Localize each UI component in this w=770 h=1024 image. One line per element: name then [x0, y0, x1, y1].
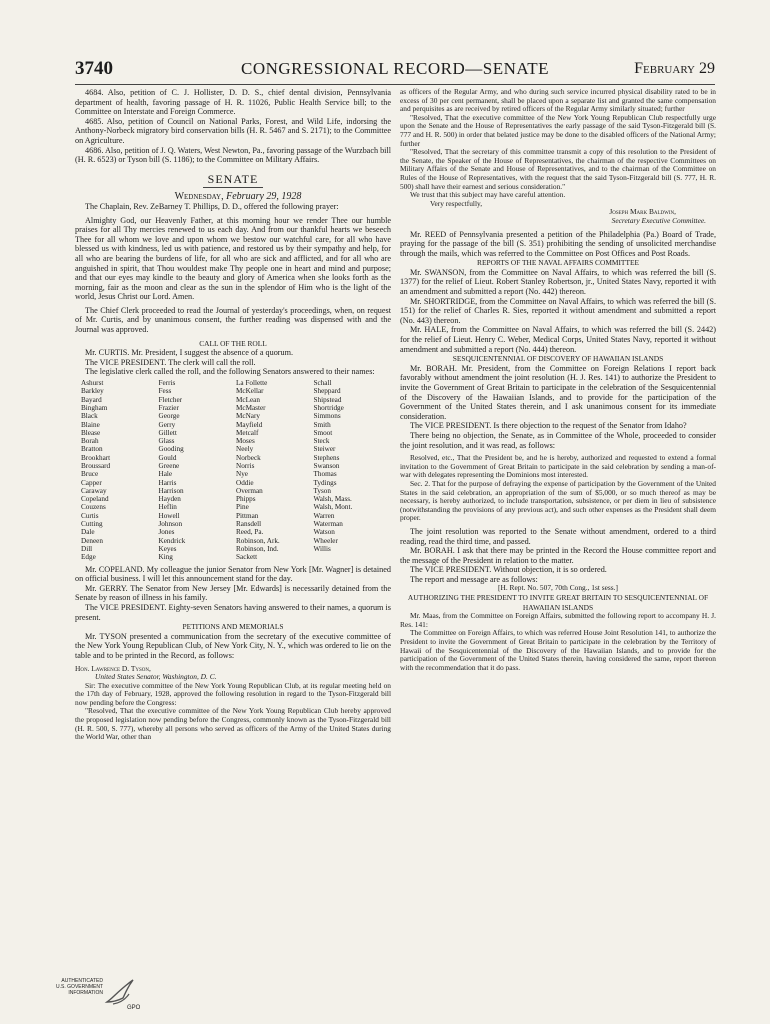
- gpo-mark: GPO: [127, 1005, 141, 1011]
- page-number: 3740: [75, 58, 113, 79]
- senator-name: Reed, Pa.: [236, 528, 264, 537]
- maas-paragraph: Mr. Maas, from the Committee on Foreign Affairs, submitted the following report to accompany H. J. Res. 141:: [400, 611, 716, 629]
- senator-name: Caraway: [81, 486, 107, 495]
- no-objection-paragraph: There being no objection, the Senate, as in Committee of the Whole, proceeded to consider the joint resolution, and it was read, as follows:: [400, 430, 716, 450]
- call-of-roll-heading: CALL OF THE ROLL: [199, 338, 267, 348]
- hawaii-heading: SESQUICENTENNIAL OF DISCOVERY OF HAWAIIAN ISLANDS: [452, 354, 664, 364]
- senator-name: Ransdell: [236, 520, 262, 529]
- senator-column-1: [81, 379, 159, 562]
- senator-name: Shipstead: [313, 395, 342, 404]
- senator-name: Sackett: [236, 553, 258, 562]
- borah-paragraph-2: Mr. BORAH. I ask that there may be printed in the Record the House committee report and the message of the President in relation to the matter.: [400, 546, 716, 565]
- senator-name: Blease: [81, 428, 101, 437]
- senator-name: Borah: [81, 437, 99, 446]
- senator-name: Frazier: [158, 403, 179, 412]
- senator-name: Overman: [236, 486, 263, 495]
- senator-name: Brookhart: [81, 453, 111, 462]
- senator-name: Fletcher: [158, 395, 183, 404]
- header-rule: [75, 84, 715, 85]
- senator-name: Gillett: [158, 428, 177, 437]
- senator-name: Fess: [158, 387, 172, 396]
- senator-name: Jones: [158, 528, 175, 537]
- senator-name: Barkley: [81, 387, 104, 396]
- vp-ordered-paragraph: The VICE PRESIDENT. Without objection, it is so ordered.: [410, 565, 607, 575]
- senator-name: Dale: [81, 528, 95, 537]
- naval-affairs-heading: REPORTS OF THE NAVAL AFFAIRS COMMITTEE: [477, 258, 639, 268]
- clerk-paragraph: The legislative clerk called the roll, and the following Senators answered to their names:: [85, 367, 375, 377]
- letter-signer-title: Secretary Executive Committee.: [611, 215, 706, 225]
- senator-name: Norbeck: [236, 453, 261, 462]
- report-follows-paragraph: The report and message are as follows:: [410, 574, 538, 584]
- dateline: [75, 192, 391, 202]
- letter-signer: Joseph Mark Baldwin,: [609, 207, 676, 217]
- committee-paragraph: The Committee on Foreign Affairs, to which was referred House Joint Resolution 141, to authorize the President to invite the Government of Great Britain to participate in the celebration by the Territory of Hawaii of the Sesquicentennial of the Discovery of the Hawaiian Islands, and to provide for the participation of the Government of the United States therein, having considered the same, report thereon with the recommendation that it do pass.: [400, 628, 716, 672]
- senator-name: Bratton: [81, 445, 103, 454]
- resolved-paragraph-3: "Resolved, That the secretary of this committee transmit a copy of this resolution to the President of the Senate, the Speaker of the House of Representatives, the chairman of the respective Committees on Military Affairs of the Senate and House of Representatives, and to the chairman of the Committee on Rules of the House of Representatives, with the request that the said Tyson-Fitzgerald bill (S. 777, H. R. 500) shall have their earnest and serious consideration.": [400, 147, 716, 191]
- gpo-logo-text: AUTHENTICATED U.S. GOVERNMENT INFORMATION: [56, 978, 103, 996]
- senator-name: Swanson: [313, 462, 340, 470]
- letter-trust: We trust that this subject may have careful attention.: [410, 190, 566, 200]
- senator-name: Couzens: [81, 503, 106, 512]
- senator-column-3: [236, 379, 314, 562]
- petition-4685: 4685. Also, petition of Council on National Parks, Forest, and Wild Life, indorsing the Anthony-Norbeck migratory bird conservation bills (H. R. 5467 and S. 2171); to the Committee on Agriculture.: [75, 116, 391, 145]
- resolved-paragraph-2: "Resolved, That the executive committee of the New York Young Republican Club respectfully urge upon the Senate and the House of Representatives the early passage of the said Tyson-Fitzgerald bill (S. 777 and H. R. 500) in order that belated justice may be done to the disabled officers of the National Army; further: [400, 112, 716, 148]
- senator-name: Moses: [236, 437, 255, 446]
- senator-roll-list: [81, 379, 391, 562]
- senator-name: McKellar: [236, 387, 264, 396]
- senator-name: Simmons: [313, 412, 341, 421]
- senator-name: Waterman: [313, 520, 343, 529]
- tyson-paragraph: Mr. TYSON presented a communication from the secretary of the executive committee of the New York Young Republican Club, of New York City, N. Y., which was ordered to lie on the table and to be printed in the Record, as follows:: [75, 631, 391, 660]
- senator-name: Blaine: [81, 420, 100, 429]
- senator-name: Ferris: [158, 379, 176, 388]
- vp-objection-paragraph: The VICE PRESIDENT. Is there objection to the request of the Senator from Idaho?: [410, 421, 687, 431]
- right-column: [400, 88, 716, 963]
- resolution-text: Resolved, etc., That the President be, and he is hereby, authorized and requested to extend a formal invitation to the Government of Great Britain to participate in the said celebration by sending a man-of-war with delegates representing the Dominions most interested.: [400, 453, 716, 480]
- senator-name: Heflin: [158, 503, 177, 512]
- letter-continuation: as officers of the Regular Army, and who during such service incurred physical disability rated to be in excess of 30 per cent permanent, shall be placed upon a separate list and granted the same compensation and perquisites as are received by retired officers of the Regular Army similarly situated; further: [400, 88, 716, 114]
- swanson-paragraph: Mr. SWANSON, from the Committee on Naval Affairs, to which was referred the bill (S. 1377) for the relief of Lieut. Robert Stanley Robertson, jr., United States Navy, reported it with an amendment and submitted a report (No. 442) thereon.: [400, 267, 716, 297]
- senator-name: Ashurst: [81, 379, 104, 388]
- senator-name: Edge: [81, 553, 96, 562]
- senator-name: Schall: [313, 379, 332, 388]
- passed-paragraph: The joint resolution was reported to the Senate without amendment, ordered to a third reading, read the third time, and passed.: [400, 526, 716, 546]
- senator-name: Nye: [236, 470, 248, 479]
- senator-name: Bingham: [81, 403, 108, 412]
- senator-name: McNary: [236, 412, 260, 421]
- prayer-paragraph: Almighty God, our Heavenly Father, at this morning hour we render Thee our humble praises for all Thy mercies renewed to us each day. And from our thankful hearts we beseech Thee for all whom we love and upon whom we bestow our watchful care, for all who have blessed us with kindness, led us with patience, and restored us by their sympathy and help, for all who are bearing the burdens of life, for all who are sick and afflicted, and for all who are anguished in spirit, that Thou wouldest make Thy people one in heart and mind and purpose; and that our eyes may kindle to the beauty and glory of America when she looks forth as the morning, fair as the moon and clear as the sun in the splendor of Him who is the light of the world, Jesus Christ our Lord. Amen.: [75, 215, 391, 302]
- senator-name: Watson: [313, 528, 335, 537]
- senator-name: Smith: [313, 420, 331, 429]
- petition-4686: 4686. Also, petition of J. Q. Waters, West Newton, Pa., favoring passage of the Wurzbach bill (H. R. 6523) or Tyson bill (S. 1186); to the Committee on Military Affairs.: [75, 145, 391, 165]
- senator-name: Hale: [158, 470, 173, 479]
- senator-column-4: [314, 379, 392, 562]
- letter-addressee: Hon. Lawrence D. Tyson,: [75, 663, 151, 673]
- senator-column-2: [159, 379, 237, 562]
- running-date: February 29: [634, 60, 715, 77]
- senator-name: McMaster: [236, 403, 266, 412]
- senator-name: Neely: [236, 445, 254, 454]
- senator-name: Walsh, Mont.: [313, 503, 353, 512]
- senator-name: Johnson: [158, 520, 183, 529]
- borah-paragraph-1: Mr. BORAH. Mr. President, from the Committee on Foreign Relations I report back favorably without amendment the joint resolution (H. J. Res. 141) to authorize the President to invite the Government of Great Britain to participate in the celebration of the Sesquicentennial of the Discovery of the Hawaiian Islands, and to provide for the participation of the Government of the United States therein, and I ask unanimous consent for its immediate consideration.: [400, 363, 716, 421]
- copeland-paragraph: Mr. COPELAND. My colleague the junior Senator from New York [Mr. Wagner] is detained on official business. I will let this announcement stand for the day.: [75, 564, 391, 584]
- senate-heading: SENATE: [207, 171, 259, 186]
- senator-name: Tydings: [313, 478, 337, 487]
- journal-paragraph: The Chief Clerk proceeded to read the Journal of yesterday's proceedings, when, on request of Mr. Curtis, and by unanimous consent, the further reading was dispensed with and the Journal was approved.: [75, 305, 391, 335]
- dateline-day: Wednesday,: [174, 191, 224, 203]
- senator-name: Mayfield: [236, 420, 263, 429]
- left-column: [75, 88, 391, 963]
- senator-name: Greene: [158, 462, 180, 470]
- gpo-authentication-logo: [45, 976, 141, 1016]
- senator-name: Robinson, Ark.: [236, 536, 280, 545]
- senator-name: Kendrick: [158, 536, 186, 545]
- senator-name: Harris: [158, 478, 177, 487]
- senate-rule: [203, 187, 263, 188]
- letter-paragraph-1: Sir: The executive committee of the New York Young Republican Club, at its regular meeting held on the 17th day of February, 1928, approved the following resolution in regard to the Tyson-Fitzgerald bill now pending before the Congress:: [75, 680, 391, 707]
- senator-name: George: [158, 412, 180, 421]
- chaplain-paragraph: The Chaplain, Rev. ZeBarney T. Phillips, D. D., offered the following prayer:: [85, 201, 339, 211]
- report-reference: [H. Rept. No. 507, 70th Cong., 1st sess.]: [498, 583, 618, 593]
- senator-name: Bayard: [81, 395, 102, 404]
- senator-name: Broussard: [81, 462, 111, 470]
- senator-name: Pittman: [236, 511, 259, 520]
- section-2-text: Sec. 2. That for the purpose of defraying the expense of participation by the Government of the United States in the said celebration, an appropriation of the sum of $5,000, or so much thereof as may be necessary, is hereby authorized, to include transportation, subsistence, or per diem in lieu of subsistence (notwithstanding the provisions of any previous act), and such other expenses as the President shall deem proper.: [400, 478, 716, 523]
- letter-addressee-title: United States Senator, Washington, D. C.: [95, 672, 217, 682]
- senator-name: Tyson: [313, 486, 331, 495]
- senator-name: Phipps: [236, 495, 256, 504]
- senator-name: Shortridge: [313, 403, 344, 412]
- senator-name: Metcalf: [236, 428, 259, 437]
- senator-name: La Follette: [236, 379, 268, 388]
- senator-name: Willis: [313, 544, 331, 553]
- shortridge-paragraph: Mr. SHORTRIDGE, from the Committee on Naval Affairs, to which was referred the bill (S. 151) for the relief of Charles R. Sies, reported it without amendment and submitted a report (No. 443) thereon.: [400, 296, 716, 325]
- senator-name: Steck: [313, 437, 330, 446]
- senator-name: Deneen: [81, 536, 103, 545]
- senator-name: Gerry: [158, 420, 176, 429]
- authorizing-heading: AUTHORIZING THE PRESIDENT TO INVITE GREAT BRITAIN TO SESQUICENTENNIAL OF HAWAIIAN ISLANDS: [407, 593, 709, 612]
- letter-closing: Very respectfully,: [430, 198, 483, 208]
- gerry-paragraph: Mr. GERRY. The Senator from New Jersey [Mr. Edwards] is necessarily detained from the Senate by reason of illness in his family.: [75, 583, 391, 603]
- senator-name: Warren: [313, 511, 335, 520]
- senator-name: Wheeler: [313, 536, 338, 545]
- senator-name: Glass: [158, 437, 175, 446]
- senator-name: Pine: [236, 503, 249, 512]
- senator-name: Howell: [158, 511, 180, 520]
- running-header: [75, 58, 715, 84]
- reed-paragraph: Mr. REED of Pennsylvania presented a petition of the Philadelphia (Pa.) Board of Trade, praying for the passage of the bill (S. 351) prohibiting the sending of unsolicited merchandise through the mails, which was referred to the Committee on Post Offices and Post Roads.: [400, 229, 716, 258]
- vp-quorum-paragraph: The VICE PRESIDENT. Eighty-seven Senators having answered to their names, a quorum is present.: [75, 602, 391, 622]
- curtis-paragraph: Mr. CURTIS. Mr. President, I suggest the absence of a quorum.: [85, 348, 294, 358]
- senator-name: Hayden: [158, 495, 181, 504]
- senator-name: Keyes: [158, 544, 177, 553]
- senator-name: Stephens: [313, 453, 340, 462]
- petitions-heading: PETITIONS AND MEMORIALS: [182, 622, 284, 632]
- dateline-date: February 29, 1928: [226, 191, 302, 203]
- senator-name: Harrison: [158, 486, 184, 495]
- hale-paragraph: Mr. HALE, from the Committee on Naval Affairs, to which was referred the bill (S. 2442) for the relief of Lieut. Henry C. Weber, Medical Corps, United States Navy, reported it without amendment and submitted a report (No. 444) thereon.: [400, 325, 716, 354]
- petition-4684: 4684. Also, petition of C. J. Hollister, D. D. S., chief dental division, Pennsylvania department of health, favoring passage of H. R. 11026, Public Health Service bill; to the Committee on Interstate and Foreign Commerce.: [75, 88, 391, 117]
- senator-name: Gooding: [158, 445, 184, 454]
- senator-name: Thomas: [313, 470, 337, 479]
- senator-name: Smoot: [313, 428, 333, 437]
- senator-name: McLean: [236, 395, 260, 404]
- running-title: CONGRESSIONAL RECORD—SENATE: [240, 59, 550, 78]
- senator-name: Norris: [236, 462, 255, 470]
- senator-name: Walsh, Mass.: [313, 495, 352, 504]
- senator-name: Copeland: [81, 495, 109, 504]
- senator-name: Steiwer: [313, 445, 336, 454]
- senator-name: Dill: [81, 544, 93, 553]
- letter-paragraph-2: "Resolved, That the executive committee of the New York Young Republican Club hereby approved the proposed legislation now pending before the Congress, commonly known as the Tyson-Fitzgerald bill (H. R. 500, S. 777), whereby all persons who served as officers of the Army of the United States during the World War, other than: [75, 706, 391, 742]
- senator-name: King: [158, 553, 173, 562]
- senator-name: Robinson, Ind.: [236, 544, 279, 553]
- senator-name: Gould: [158, 453, 177, 462]
- senator-name: Bruce: [81, 470, 99, 479]
- vp-call-paragraph: The VICE PRESIDENT. The clerk will call the roll.: [85, 357, 256, 367]
- eagle-icon: [103, 976, 137, 1008]
- senator-name: Black: [81, 412, 98, 421]
- senator-name: Cutting: [81, 520, 103, 529]
- senator-name: Curtis: [81, 511, 99, 520]
- senator-name: Sheppard: [313, 387, 341, 396]
- senator-name: Oddie: [236, 478, 254, 487]
- senator-name: Capper: [81, 478, 102, 487]
